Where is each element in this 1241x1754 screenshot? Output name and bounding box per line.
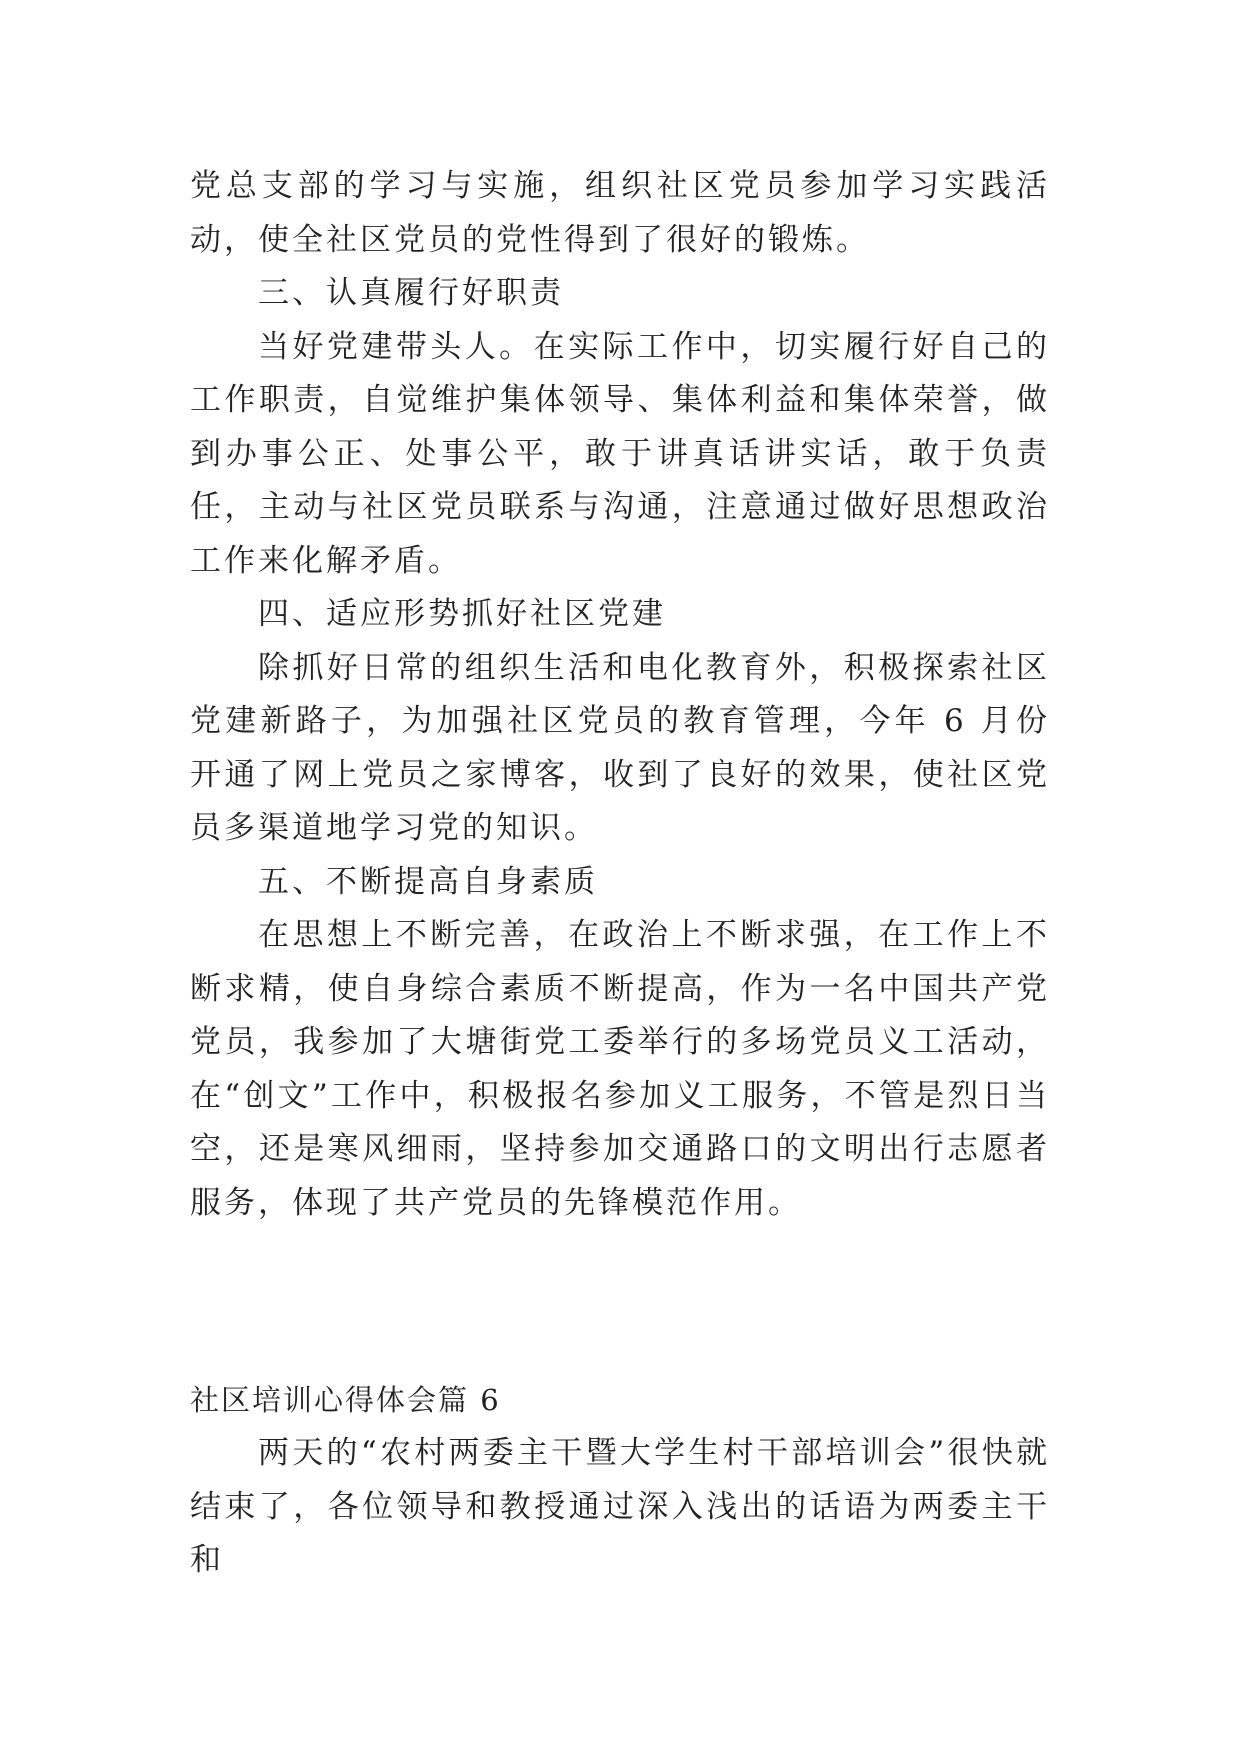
section-title: 社区培训心得体会篇 6: [190, 1383, 501, 1417]
paragraph-continued: 党总支部的学习与实施，组织社区党员参加学习实践活动，使全社区党员的党性得到了很好的锻炼。: [190, 168, 1050, 258]
section-heading-4: 四、适应形势抓好社区党建: [258, 596, 666, 632]
paragraph: 当好党建带头人。在实际工作中，切实履行好自己的工作职责，自觉维护集体领导、集体利益和集体荣誉，做到办事公正、处事公平，敢于讲真话讲实话，敢于负责任，主动与社区党员联系与沟通，注意通过做好思想政治工作来化解矛盾。: [190, 328, 1050, 579]
section-heading-3: 三、认真履行好职责: [258, 275, 564, 311]
section-title-block: [190, 1374, 1050, 1428]
paragraph: 两天的“农村两委主干暨大学生村干部培训会”很快就结束了，各位领导和教授通过深入浅出的话语为两委主干和: [190, 1435, 1050, 1578]
paragraph: 除抓好日常的组织生活和电化教育外，积极探索社区党建新路子，为加强社区党员的教育管理，今年 6 月份开通了网上党员之家博客，收到了良好的效果，使社区党员多渠道地学习党的知识。: [190, 649, 1050, 846]
document-body-top: [190, 160, 1050, 1230]
paragraph: 在思想上不断完善，在政治上不断求强，在工作上不断求精，使自身综合素质不断提高，作为一名中国共产党党员，我参加了大塘街党工委举行的多场党员义工活动，在“创文”工作中，积极报名参加义工服务，不管是烈日当空，还是寒风细雨，坚持参加交通路口的文明出行志愿者服务，体现了共产党员的先锋模范作用。: [190, 917, 1050, 1221]
section-heading-5: 五、不断提高自身素质: [258, 863, 598, 900]
document-body-bottom: [190, 1427, 1050, 1588]
